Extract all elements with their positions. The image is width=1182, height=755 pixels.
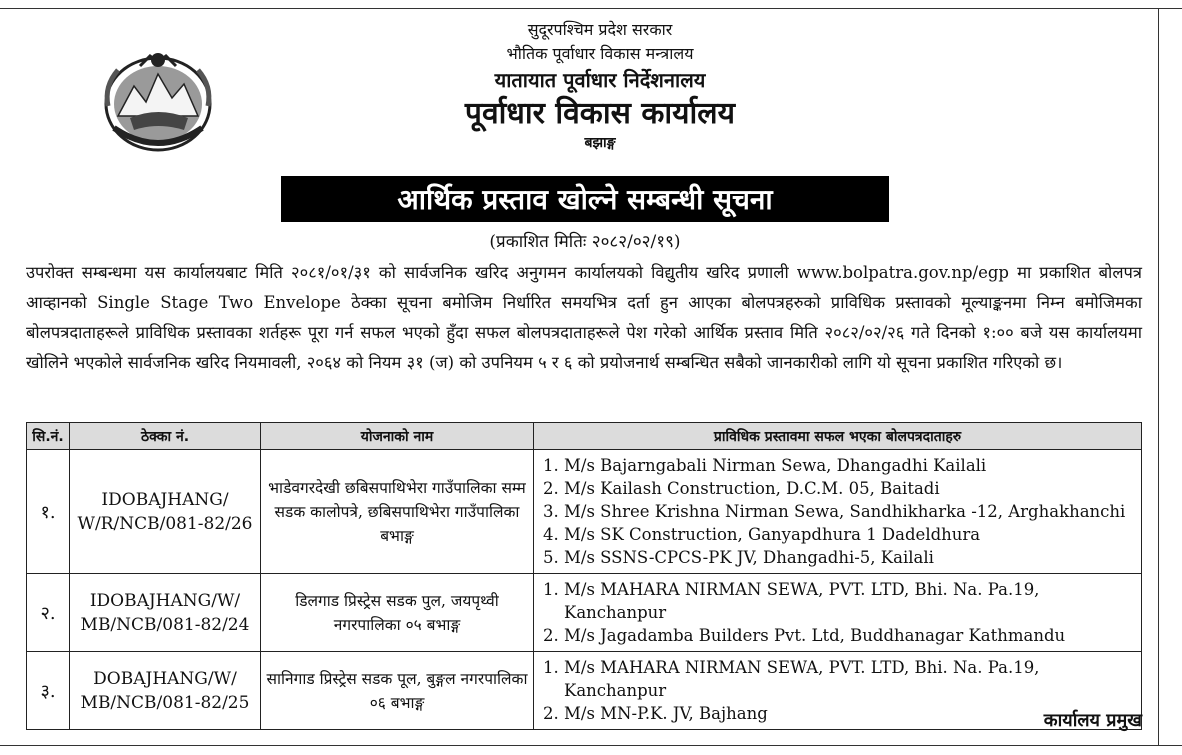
row-contract-no: IDOBAJHANG/W/ MB/NCB/081-82/24 bbox=[70, 574, 261, 652]
row-contract-no: DOBAJHANG/W/ MB/NCB/081-82/25 bbox=[70, 652, 261, 730]
ministry-name: भौतिक पूर्वाधार विकास मन्त्रालय bbox=[506, 44, 694, 63]
province-government: सुदूरपश्चिम प्रदेश सरकार bbox=[527, 20, 673, 39]
bidder-item: 1. M/s MAHARA NIRMAN SEWA, PVT. LTD, Bhi. Na. Pa.19, Kanchanpur bbox=[564, 578, 1137, 624]
bottom-rule bbox=[0, 745, 1182, 746]
signature-office-chief: कार्यालय प्रमुख bbox=[1043, 710, 1142, 731]
top-rule bbox=[0, 8, 1182, 9]
published-date: (प्रकाशित मितिः २०८२/०२/१९) bbox=[489, 232, 681, 252]
bidder-item: 3. M/s Shree Krishna Nirman Sewa, Sandhikharka -12, Arghakhanchi bbox=[564, 500, 1137, 523]
office-location: बझाङ्ग bbox=[584, 135, 616, 151]
row-bidders bbox=[534, 574, 1142, 652]
col-header-bidders: प्राविधिक प्रस्तावमा सफल भएका बोलपत्रदाताहरु bbox=[534, 423, 1142, 450]
bidder-item: 1. M/s Bajarngabali Nirman Sewa, Dhangadhi Kailali bbox=[564, 454, 1137, 477]
office-header bbox=[280, 18, 920, 152]
nepal-emblem-icon bbox=[100, 46, 216, 154]
bidders-table bbox=[26, 422, 1142, 730]
right-rule bbox=[1158, 8, 1159, 745]
row-sn: २. bbox=[27, 574, 70, 652]
notice-title-banner: आर्थिक प्रस्ताव खोल्ने सम्बन्धी सूचना bbox=[281, 176, 889, 222]
office-name: पूर्वाधार विकास कार्यालय bbox=[464, 96, 736, 131]
bidder-item: 4. M/s SK Construction, Ganyapdhura 1 Dadeldhura bbox=[564, 523, 1137, 546]
bidder-item: 1. M/s MAHARA NIRMAN SEWA, PVT. LTD, Bhi. Na. Pa.19, Kanchanpur bbox=[564, 656, 1137, 702]
bidder-item: 5. M/s SSNS-CPCS-PK JV, Dhangadhi-5, Kailali bbox=[564, 546, 1137, 569]
row-project-name: भाडेवगरदेखी छबिसपाथिभेरा गाउँपालिका सम्म सडक कालोपत्रे, छबिसपाथिभेरा गाउँपालिका बभाङ्ग bbox=[261, 450, 534, 574]
row-contract-no: IDOBAJHANG/ W/R/NCB/081-82/26 bbox=[70, 450, 261, 574]
col-header-contract: ठेक्का नं. bbox=[70, 423, 261, 450]
bidder-item: 2. M/s Kailash Construction, D.C.M. 05, Baitadi bbox=[564, 477, 1137, 500]
col-header-sn: सि.नं. bbox=[27, 423, 70, 450]
row-project-name: डिलगाड प्रिस्ट्रेस सडक पुल, जयपृथ्वी नगरपालिका ०५ बभाङ्ग bbox=[261, 574, 534, 652]
row-sn: ३. bbox=[27, 652, 70, 730]
col-header-project: योजनाको नाम bbox=[261, 423, 534, 450]
row-bidders bbox=[534, 450, 1142, 574]
notice-body: उपरोक्त सम्बन्धमा यस कार्यालयबाट मिति २०८१/०१/३१ को सार्वजनिक खरिद अनुगमन कार्यालयको विद्युतीय खरिद प्रणाली www.bolpatra.gov.np/egp मा प्रकाशित बोलपत्र आव्हानको Single Stage Two Envelope ठेक्का सूचना बमोजिम निर्धारित समयभित्र दर्ता हुन आएका बोलपत्रहरुको प्राविधिक प्रस्तावको मूल्याङ्कनमा निम्न बमोजिमका बोलपत्रदाताहरूले प्राविधिक प्रस्तावका शर्तहरू पूरा गर्न सफल भएको हुँदा सफल बोलपत्रदाताहरूले पेश गरेको आर्थिक प्रस्ताव मिति २०८२/०२/२६ गते दिनको १:०० बजे यस कार्यालयमा खोलिने भएकोले सार्वजनिक खरिद नियमावली, २०६४ को नियम ३१ (ज) को उपनियम ५ र ६ को प्रयोजनार्थ सम्बन्धित सबैको जानकारीको लागि यो सूचना प्रकाशित गरिएको छ। bbox=[26, 263, 1142, 372]
row-sn: १. bbox=[27, 450, 70, 574]
row-project-name: सानिगाड प्रिस्ट्रेस सडक पूल, बुङ्गल नगरपालिका ०६ बभाङ्ग bbox=[261, 652, 534, 730]
table-header-row bbox=[27, 423, 1142, 450]
table-row bbox=[27, 574, 1142, 652]
directorate-name: यातायात पूर्वाधार निर्देशनालय bbox=[494, 68, 706, 92]
bidder-item: 2. M/s MN-P.K. JV, Bajhang bbox=[564, 702, 1137, 725]
table-row bbox=[27, 652, 1142, 730]
table-row bbox=[27, 450, 1142, 574]
bidder-item: 2. M/s Jagadamba Builders Pvt. Ltd, Buddhanagar Kathmandu bbox=[564, 624, 1137, 647]
